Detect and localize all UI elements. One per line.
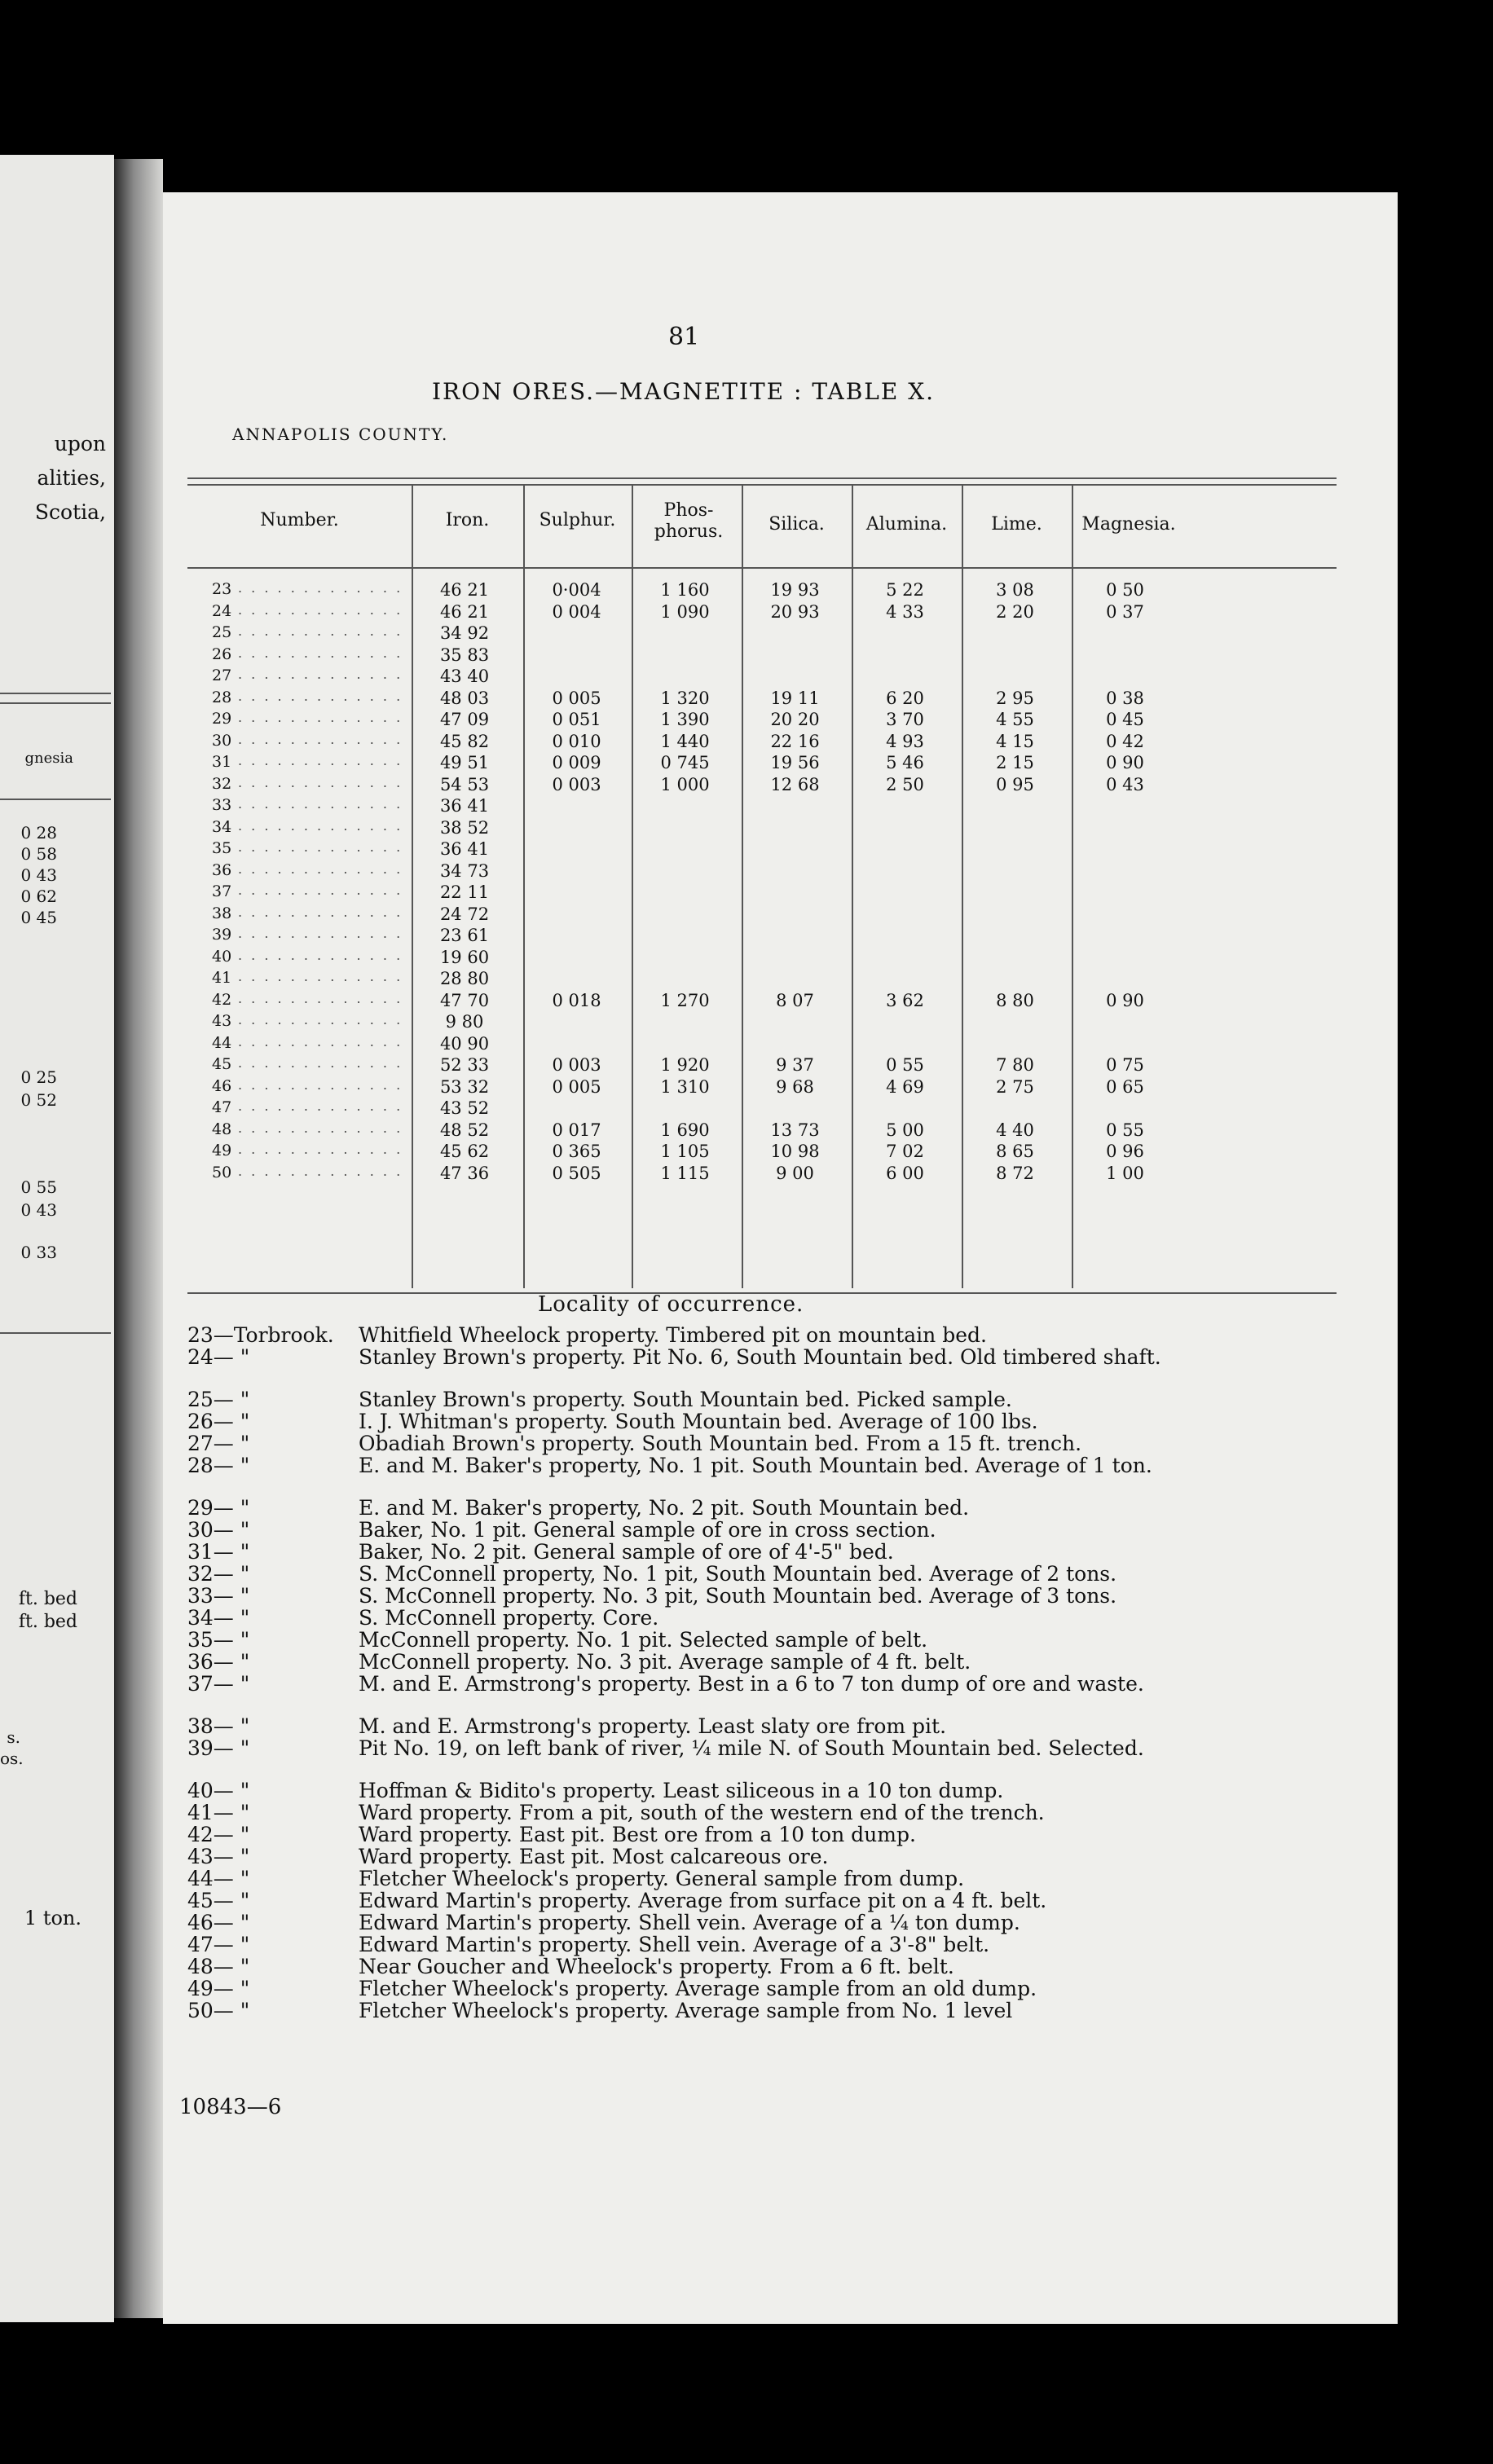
leader-dots: . . . . . . . . . . . . . <box>238 1098 403 1114</box>
cell-al: 5 22 <box>886 580 924 600</box>
locality-description: Baker, No. 2 pit. General sample of ore of 4'-5" bed. <box>359 1540 894 1564</box>
table-row <box>187 732 1337 753</box>
cell-mg: 0 45 <box>1106 710 1144 729</box>
cell-p: 1 115 <box>660 1163 710 1183</box>
leader-dots: . . . . . . . . . . . . . <box>238 667 403 682</box>
leader-dots: . . . . . . . . . . . . . <box>238 817 403 834</box>
cell-mg: 0 50 <box>1106 580 1144 600</box>
table-row <box>187 904 1337 926</box>
row-number: 28 <box>212 688 232 706</box>
cell-li: 4 15 <box>996 731 1034 751</box>
table-row <box>187 753 1337 774</box>
table-row <box>187 623 1337 645</box>
header-sulphur: Sulphur. <box>539 510 616 530</box>
locality-number: 33— " <box>187 1584 250 1608</box>
table-row <box>187 926 1337 947</box>
cell-iron: 48 52 <box>439 1120 490 1140</box>
cell-iron: 38 52 <box>439 817 490 838</box>
cell-p: 0 745 <box>660 753 710 772</box>
table-row <box>187 580 1337 601</box>
locality-description: I. J. Whitman's property. South Mountain bed. Average of 100 lbs. <box>359 1410 1038 1433</box>
row-number: 49 <box>212 1142 232 1159</box>
header-magnesia: Magnesia. <box>1081 514 1176 535</box>
left-text-line: alities, <box>37 466 106 490</box>
row-number: 48 <box>212 1120 232 1138</box>
locality-number: 29— " <box>187 1496 250 1520</box>
table-row <box>187 602 1337 623</box>
cell-iron: 36 41 <box>439 839 490 859</box>
table-row <box>187 775 1337 796</box>
table-row <box>187 667 1337 688</box>
cell-al: 4 69 <box>886 1076 924 1097</box>
cell-s: 0 004 <box>552 601 601 622</box>
left-rule <box>0 1332 111 1334</box>
cell-li: 2 75 <box>996 1076 1034 1097</box>
cell-s: 0 009 <box>552 753 601 772</box>
county-heading: ANNAPOLIS COUNTY. <box>232 425 449 444</box>
cell-p: 1 320 <box>660 688 710 708</box>
cell-li: 0 95 <box>996 774 1034 794</box>
cell-al: 6 20 <box>886 688 924 708</box>
cell-iron: 46 21 <box>439 601 490 622</box>
cell-iron: 34 92 <box>439 623 490 643</box>
left-rule <box>0 702 111 704</box>
cell-mg: 0 38 <box>1106 688 1144 708</box>
row-number: 25 <box>212 623 232 641</box>
cell-iron: 28 80 <box>439 969 490 988</box>
left-value: 0 58 <box>20 844 57 864</box>
cell-iron: 54 53 <box>439 774 490 794</box>
locality-number: 47— " <box>187 1933 250 1956</box>
left-value: 0 28 <box>20 823 57 843</box>
cell-si: 19 11 <box>770 688 820 708</box>
table-row <box>187 1098 1337 1120</box>
locality-number: 48— " <box>187 1955 250 1978</box>
leader-dots: . . . . . . . . . . . . . <box>238 796 403 812</box>
locality-description: Baker, No. 1 pit. General sample of ore in cross section. <box>359 1518 936 1542</box>
left-text-line: 1 ton. <box>24 1907 81 1929</box>
cell-iron: 47 36 <box>439 1163 490 1183</box>
locality-number: 42— " <box>187 1823 250 1846</box>
cell-iron: 34 73 <box>439 860 490 881</box>
cell-iron: 49 51 <box>439 753 490 772</box>
cell-s: 0 018 <box>552 990 601 1010</box>
locality-description: S. McConnell property. Core. <box>359 1606 659 1630</box>
cell-iron: 47 09 <box>439 710 490 729</box>
row-number: 46 <box>212 1076 232 1095</box>
cell-s: 0 017 <box>552 1120 601 1140</box>
cell-p: 1 690 <box>660 1120 710 1140</box>
locality-description: Ward property. East pit. Most calcareous ore. <box>359 1845 829 1868</box>
cell-li: 7 80 <box>996 1055 1034 1075</box>
cell-si: 8 07 <box>776 990 814 1010</box>
locality-description: Fletcher Wheelock's property. Average sample from No. 1 level <box>359 1999 1013 2022</box>
header-phosphorus: Phos- phorus. <box>654 500 724 542</box>
cell-s: 0 003 <box>552 774 601 794</box>
leader-dots: . . . . . . . . . . . . . <box>238 882 403 898</box>
cell-mg: 0 90 <box>1106 990 1144 1010</box>
row-number: 43 <box>212 1012 232 1030</box>
locality-description: M. and E. Armstrong's property. Best in a 6 to 7 ton dump of ore and waste. <box>359 1672 1144 1696</box>
locality-number: 43— " <box>187 1845 250 1868</box>
table-row <box>187 991 1337 1012</box>
locality-description: Near Goucher and Wheelock's property. From a 6 ft. belt. <box>359 1955 954 1978</box>
table-top-rule <box>187 484 1337 486</box>
cell-al: 3 62 <box>886 990 924 1010</box>
locality-description: Ward property. From a pit, south of the western end of the trench. <box>359 1801 1045 1824</box>
cell-li: 4 55 <box>996 710 1034 729</box>
table-row <box>187 839 1337 860</box>
cell-al: 3 70 <box>886 710 924 729</box>
table-row <box>187 710 1337 731</box>
table-row <box>187 1077 1337 1098</box>
cell-li: 3 08 <box>996 580 1034 600</box>
leader-dots: . . . . . . . . . . . . . <box>238 645 403 661</box>
cell-iron: 36 41 <box>439 796 490 816</box>
table-row <box>187 689 1337 710</box>
locality-number: 37— " <box>187 1672 250 1696</box>
cell-si: 9 37 <box>776 1055 814 1075</box>
row-number: 30 <box>212 731 232 750</box>
table-row <box>187 948 1337 969</box>
cell-si: 20 20 <box>770 710 820 729</box>
table-row <box>187 1034 1337 1055</box>
leader-dots: . . . . . . . . . . . . . <box>238 1120 403 1136</box>
left-value: 0 25 <box>20 1067 57 1087</box>
cell-iron: 40 90 <box>439 1033 490 1054</box>
cell-si: 13 73 <box>770 1120 820 1140</box>
row-number: 33 <box>212 796 232 814</box>
left-text-line: os. <box>0 1749 24 1768</box>
table-row <box>187 1012 1337 1033</box>
cell-iron: 48 03 <box>439 688 490 708</box>
locality-description: S. McConnell property. No. 3 pit, South Mountain bed. Average of 3 tons. <box>359 1584 1117 1608</box>
document-page <box>163 192 1398 2324</box>
row-number: 40 <box>212 947 232 966</box>
leader-dots: . . . . . . . . . . . . . <box>238 753 403 768</box>
table-row <box>187 1142 1337 1163</box>
cell-al: 4 93 <box>886 731 924 751</box>
page-title: IRON ORES.—MAGNETITE : TABLE X. <box>432 378 936 405</box>
cell-al: 0 55 <box>886 1055 924 1075</box>
cell-mg: 0 43 <box>1106 774 1144 794</box>
cell-mg: 1 00 <box>1106 1163 1144 1183</box>
left-page-fragment <box>0 155 114 2322</box>
row-number: 29 <box>212 710 232 728</box>
cell-li: 2 15 <box>996 753 1034 772</box>
leader-dots: . . . . . . . . . . . . . <box>238 1076 403 1093</box>
leader-dots: . . . . . . . . . . . . . <box>238 601 403 618</box>
row-number: 32 <box>212 774 232 793</box>
cell-s: 0 005 <box>552 688 601 708</box>
left-text-line: ft. bed <box>18 1589 77 1609</box>
cell-iron: 43 40 <box>439 667 490 686</box>
cell-iron: 35 83 <box>439 645 490 665</box>
cell-p: 1 000 <box>660 774 710 794</box>
leader-dots: . . . . . . . . . . . . . <box>238 860 403 877</box>
table-row <box>187 861 1337 882</box>
cell-li: 8 65 <box>996 1142 1034 1161</box>
leader-dots: . . . . . . . . . . . . . <box>238 990 403 1006</box>
locality-description: Hoffman & Bidito's property. Least siliceous in a 10 ton dump. <box>359 1779 1004 1802</box>
cell-p: 1 270 <box>660 990 710 1010</box>
leader-dots: . . . . . . . . . . . . . <box>238 774 403 790</box>
left-text-line: upon <box>54 432 106 455</box>
locality-number: 38— " <box>187 1714 250 1738</box>
leader-dots: . . . . . . . . . . . . . <box>238 926 403 941</box>
row-number: 47 <box>212 1098 232 1116</box>
cell-mg: 0 65 <box>1106 1076 1144 1097</box>
row-number: 50 <box>212 1163 232 1181</box>
table-row <box>187 796 1337 817</box>
locality-number: 40— " <box>187 1779 250 1802</box>
cell-iron: 9 80 <box>445 1012 484 1032</box>
cell-iron: 22 11 <box>439 882 490 902</box>
cell-li: 4 40 <box>996 1120 1034 1140</box>
locality-number: 34— " <box>187 1606 250 1630</box>
left-value: 0 43 <box>20 1200 57 1220</box>
left-value: 0 43 <box>20 865 57 885</box>
cell-si: 9 00 <box>776 1163 814 1183</box>
locality-description: Fletcher Wheelock's property. Average sample from an old dump. <box>359 1977 1037 2000</box>
cell-al: 2 50 <box>886 774 924 794</box>
leader-dots: . . . . . . . . . . . . . <box>238 710 403 725</box>
cell-si: 12 68 <box>770 774 820 794</box>
locality-number: 32— " <box>187 1562 250 1586</box>
cell-p: 1 160 <box>660 580 710 600</box>
cell-si: 19 56 <box>770 753 820 772</box>
locality-number: 23—Torbrook. <box>187 1323 334 1347</box>
cell-s: 0·004 <box>552 580 601 600</box>
left-value: 0 33 <box>20 1243 57 1262</box>
locality-number: 28— " <box>187 1454 250 1477</box>
cell-mg: 0 37 <box>1106 601 1144 622</box>
left-rule <box>0 799 111 800</box>
row-number: 41 <box>212 969 232 987</box>
row-number: 35 <box>212 839 232 857</box>
assay-table <box>187 477 1345 1292</box>
locality-number: 46— " <box>187 1911 250 1934</box>
locality-description: Stanley Brown's property. Pit No. 6, South Mountain bed. Old timbered shaft. <box>359 1345 1161 1369</box>
locality-number: 36— " <box>187 1650 250 1674</box>
header-number: Number. <box>260 510 339 530</box>
cell-li: 2 20 <box>996 601 1034 622</box>
cell-iron: 46 21 <box>439 580 490 600</box>
leader-dots: . . . . . . . . . . . . . <box>238 623 403 639</box>
cell-iron: 19 60 <box>439 947 490 967</box>
left-text-line: ft. bed <box>18 1612 77 1632</box>
cell-s: 0 005 <box>552 1076 601 1097</box>
cell-iron: 45 62 <box>439 1142 490 1161</box>
table-row <box>187 818 1337 839</box>
cell-li: 8 80 <box>996 990 1034 1010</box>
cell-al: 6 00 <box>886 1163 924 1183</box>
locality-number: 45— " <box>187 1889 250 1912</box>
table-row <box>187 1120 1337 1142</box>
cell-al: 4 33 <box>886 601 924 622</box>
locality-number: 24— " <box>187 1345 250 1369</box>
cell-li: 8 72 <box>996 1163 1034 1183</box>
cell-si: 9 68 <box>776 1076 814 1097</box>
cell-p: 1 310 <box>660 1076 710 1097</box>
cell-s: 0 365 <box>552 1142 601 1161</box>
row-number: 34 <box>212 817 232 836</box>
locality-description: E. and M. Baker's property, No. 2 pit. South Mountain bed. <box>359 1496 970 1520</box>
left-value: 0 45 <box>20 908 57 927</box>
page-footer-signature: 10843—6 <box>179 2095 282 2119</box>
cell-s: 0 010 <box>552 731 601 751</box>
row-number: 39 <box>212 926 232 944</box>
header-alumina: Alumina. <box>865 514 948 535</box>
cell-al: 5 46 <box>886 753 924 772</box>
table-row <box>187 1164 1337 1185</box>
cell-si: 19 93 <box>770 580 820 600</box>
table-row <box>187 645 1337 667</box>
locality-number: 26— " <box>187 1410 250 1433</box>
cell-s: 0 051 <box>552 710 601 729</box>
cell-li: 2 95 <box>996 688 1034 708</box>
cell-mg: 0 55 <box>1106 1120 1144 1140</box>
table-header-rule <box>187 567 1337 569</box>
locality-description: Stanley Brown's property. South Mountain bed. Picked sample. <box>359 1388 1012 1411</box>
row-number: 42 <box>212 990 232 1009</box>
locality-number: 35— " <box>187 1628 250 1652</box>
leader-dots: . . . . . . . . . . . . . <box>238 688 403 704</box>
left-value: 0 52 <box>20 1090 57 1110</box>
cell-iron: 43 52 <box>439 1098 490 1118</box>
cell-p: 1 920 <box>660 1055 710 1075</box>
book-gutter <box>114 159 163 2318</box>
leader-dots: . . . . . . . . . . . . . <box>238 1163 403 1179</box>
locality-number: 41— " <box>187 1801 250 1824</box>
leader-dots: . . . . . . . . . . . . . <box>238 969 403 984</box>
locality-description: E. and M. Baker's property, No. 1 pit. South Mountain bed. Average of 1 ton. <box>359 1454 1152 1477</box>
cell-iron: 24 72 <box>439 904 490 924</box>
locality-description: M. and E. Armstrong's property. Least slaty ore from pit. <box>359 1714 947 1738</box>
cell-al: 5 00 <box>886 1120 924 1140</box>
locality-description: Fletcher Wheelock's property. General sample from dump. <box>359 1867 965 1890</box>
cell-si: 10 98 <box>770 1142 820 1161</box>
table-top-rule <box>187 477 1337 479</box>
row-number: 27 <box>212 667 232 684</box>
cell-iron: 52 33 <box>439 1055 490 1075</box>
row-number: 38 <box>212 904 232 922</box>
locality-number: 31— " <box>187 1540 250 1564</box>
leader-dots: . . . . . . . . . . . . . <box>238 1012 403 1027</box>
cell-iron: 45 82 <box>439 731 490 751</box>
locality-description: Edward Martin's property. Average from surface pit on a 4 ft. belt. <box>359 1889 1047 1912</box>
left-value: 0 62 <box>20 887 57 906</box>
locality-number: 49— " <box>187 1977 250 2000</box>
row-number: 44 <box>212 1033 232 1052</box>
table-row <box>187 969 1337 990</box>
left-text-line: s. <box>7 1727 20 1747</box>
cell-iron: 23 61 <box>439 926 490 945</box>
locality-description: Edward Martin's property. Shell vein. Average of a 3'-8" belt. <box>359 1933 990 1956</box>
row-number: 31 <box>212 753 232 771</box>
locality-description: McConnell property. No. 1 pit. Selected sample of belt. <box>359 1628 928 1652</box>
cell-p: 1 390 <box>660 710 710 729</box>
cell-p: 1 090 <box>660 601 710 622</box>
left-text-line: Scotia, <box>34 500 106 524</box>
cell-s: 0 505 <box>552 1163 601 1183</box>
leader-dots: . . . . . . . . . . . . . <box>238 580 403 596</box>
leader-dots: . . . . . . . . . . . . . <box>238 1033 403 1049</box>
table-row <box>187 882 1337 904</box>
locality-description: S. McConnell property, No. 1 pit, South Mountain bed. Average of 2 tons. <box>359 1562 1117 1586</box>
locality-number: 30— " <box>187 1518 250 1542</box>
row-number: 37 <box>212 882 232 900</box>
header-silica: Silica. <box>769 514 825 535</box>
locality-number: 39— " <box>187 1736 250 1760</box>
cell-mg: 0 75 <box>1106 1055 1144 1075</box>
locality-number: 44— " <box>187 1867 250 1890</box>
leader-dots: . . . . . . . . . . . . . <box>238 1142 403 1157</box>
locality-description: Obadiah Brown's property. South Mountain bed. From a 15 ft. trench. <box>359 1432 1082 1455</box>
row-number: 45 <box>212 1055 232 1073</box>
cell-mg: 0 90 <box>1106 753 1144 772</box>
locality-number: 27— " <box>187 1432 250 1455</box>
cell-mg: 0 96 <box>1106 1142 1144 1161</box>
locality-number: 25— " <box>187 1388 250 1411</box>
locality-number: 50— " <box>187 1999 250 2022</box>
locality-description: Ward property. East pit. Best ore from a 10 ton dump. <box>359 1823 916 1846</box>
leader-dots: . . . . . . . . . . . . . <box>238 947 403 963</box>
locality-description: Edward Martin's property. Shell vein. Average of a ¼ ton dump. <box>359 1911 1020 1934</box>
left-rule <box>0 693 111 694</box>
table-row <box>187 1055 1337 1076</box>
cell-p: 1 440 <box>660 731 710 751</box>
left-magnesia-header: gnesia <box>24 750 73 767</box>
cell-iron: 53 32 <box>439 1076 490 1097</box>
cell-al: 7 02 <box>886 1142 924 1161</box>
leader-dots: . . . . . . . . . . . . . <box>238 839 403 855</box>
leader-dots: . . . . . . . . . . . . . <box>238 904 403 920</box>
cell-p: 1 105 <box>660 1142 710 1161</box>
page-number: 81 <box>668 323 700 351</box>
locality-description: Pit No. 19, on left bank of river, ¼ mile N. of South Mountain bed. Selected. <box>359 1736 1144 1760</box>
cell-s: 0 003 <box>552 1055 601 1075</box>
header-lime: Lime. <box>991 514 1042 535</box>
row-number: 36 <box>212 860 232 879</box>
cell-mg: 0 42 <box>1106 731 1144 751</box>
cell-iron: 47 70 <box>439 990 490 1010</box>
locality-heading: Locality of occurrence. <box>538 1292 804 1317</box>
row-number: 23 <box>212 580 232 598</box>
header-iron: Iron. <box>445 510 490 530</box>
row-number: 26 <box>212 645 232 663</box>
locality-description: Whitfield Wheelock property. Timbered pit on mountain bed. <box>359 1323 987 1347</box>
locality-description: McConnell property. No. 3 pit. Average sample of 4 ft. belt. <box>359 1650 971 1674</box>
leader-dots: . . . . . . . . . . . . . <box>238 1055 403 1071</box>
left-value: 0 55 <box>20 1177 57 1197</box>
leader-dots: . . . . . . . . . . . . . <box>238 731 403 747</box>
row-number: 24 <box>212 601 232 620</box>
cell-si: 20 93 <box>770 601 820 622</box>
cell-si: 22 16 <box>770 731 820 751</box>
